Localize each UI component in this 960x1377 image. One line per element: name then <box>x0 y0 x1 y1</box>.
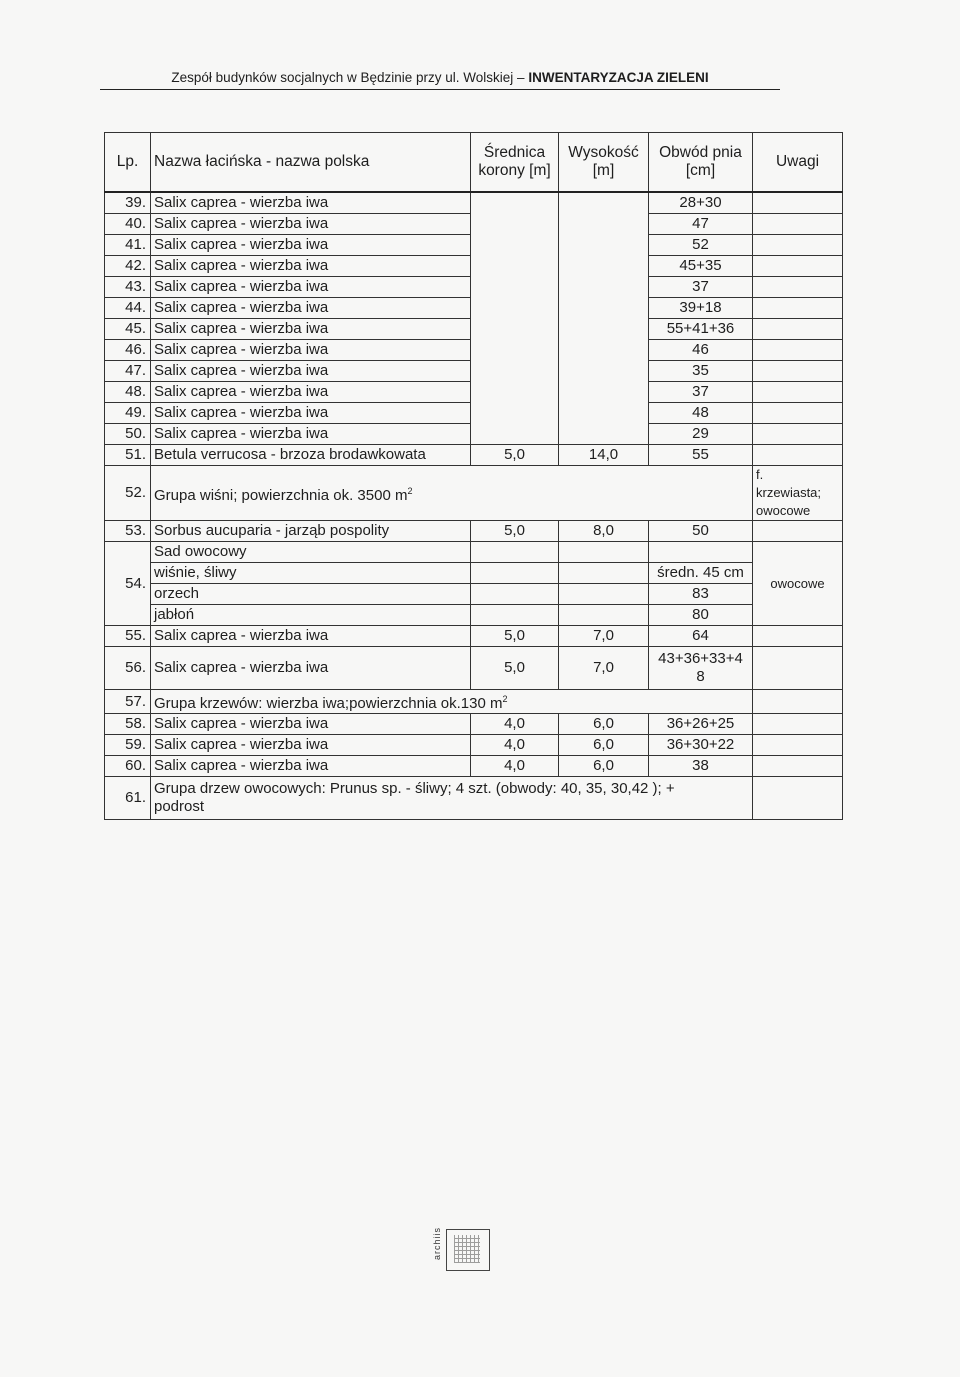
row-height <box>559 424 649 445</box>
row-height <box>559 235 649 256</box>
row-height: 6,0 <box>559 756 649 777</box>
row-name: Salix caprea - wierzba iwa <box>151 192 471 214</box>
document-header <box>100 70 780 90</box>
row-girth: 46 <box>649 340 753 361</box>
row-name: Salix caprea - wierzba iwa <box>151 340 471 361</box>
row-notes <box>753 777 843 820</box>
row-height <box>559 542 649 563</box>
table-row <box>105 542 843 563</box>
row-diameter: 5,0 <box>471 521 559 542</box>
inventory-table <box>104 132 843 820</box>
row-notes <box>753 403 843 424</box>
row-lp: 48. <box>105 382 151 403</box>
table-row <box>105 298 843 319</box>
row-diameter: 4,0 <box>471 735 559 756</box>
row-height <box>559 361 649 382</box>
table-row <box>105 319 843 340</box>
row-notes <box>753 756 843 777</box>
row-name: Salix caprea - wierzba iwa <box>151 235 471 256</box>
table-row <box>105 777 843 820</box>
header-prefix: Zespół budynków socjalnych w Będzinie przy ul. Wolskiej – <box>171 70 529 85</box>
row-height: 7,0 <box>559 626 649 647</box>
row-girth: 37 <box>649 382 753 403</box>
row-name: Grupa wiśni; powierzchnia ok. 3500 $m^2$ <box>151 466 753 521</box>
row-notes <box>753 319 843 340</box>
table-header-row <box>105 133 843 193</box>
row-notes <box>753 424 843 445</box>
row-name: Salix caprea - wierzba iwa <box>151 277 471 298</box>
row-lp: 52. <box>105 466 151 521</box>
table-row <box>105 466 843 521</box>
table-row <box>105 235 843 256</box>
row-girth: 64 <box>649 626 753 647</box>
row-girth: 47 <box>649 214 753 235</box>
row-lp: 46. <box>105 340 151 361</box>
stamp-text: archiis <box>432 1227 442 1261</box>
row-girth: 55 <box>649 445 753 466</box>
table-row <box>105 361 843 382</box>
table-row <box>105 445 843 466</box>
table-row <box>105 563 843 584</box>
row-girth: 37 <box>649 277 753 298</box>
row-girth: 52 <box>649 235 753 256</box>
row-name: Salix caprea - wierzba iwa <box>151 714 471 735</box>
row-diameter <box>471 319 559 340</box>
row-girth: 45+35 <box>649 256 753 277</box>
row-name: Salix caprea - wierzba iwa <box>151 319 471 340</box>
col-lp-header: Lp. <box>105 133 151 193</box>
row-girth: 55+41+36 <box>649 319 753 340</box>
row-girth: 48 <box>649 403 753 424</box>
row-height <box>559 277 649 298</box>
stamp-grid-icon <box>454 1235 480 1263</box>
row-girth: 50 <box>649 521 753 542</box>
row-diameter <box>471 403 559 424</box>
row-girth: 35 <box>649 361 753 382</box>
row-diameter: 5,0 <box>471 626 559 647</box>
row-diameter <box>471 256 559 277</box>
row-notes <box>753 361 843 382</box>
row-name: Salix caprea - wierzba iwa <box>151 298 471 319</box>
row-height <box>559 214 649 235</box>
row-lp: 49. <box>105 403 151 424</box>
row-diameter <box>471 382 559 403</box>
table-row <box>105 277 843 298</box>
row-girth <box>649 542 753 563</box>
row-height <box>559 319 649 340</box>
table-row <box>105 714 843 735</box>
row-name: Grupa drzew owocowych: Prunus sp. - śliwy; 4 szt. (obwody: 40, 35, 30,42 ); + podrost <box>151 777 753 820</box>
row-name: Salix caprea - wierzba iwa <box>151 214 471 235</box>
row-lp: 56. <box>105 647 151 690</box>
col-notes-header: Uwagi <box>753 133 843 193</box>
row-notes <box>753 235 843 256</box>
row-lp: 41. <box>105 235 151 256</box>
row-lp: 39. <box>105 192 151 214</box>
row-height <box>559 563 649 584</box>
row-name: Sad owocowy <box>151 542 471 563</box>
row-diameter <box>471 277 559 298</box>
row-height <box>559 403 649 424</box>
row-name: jabłoń <box>151 605 471 626</box>
row-girth: 83 <box>649 584 753 605</box>
row-girth: 38 <box>649 756 753 777</box>
row-diameter: 4,0 <box>471 714 559 735</box>
row-girth: 28+30 <box>649 192 753 214</box>
row-notes <box>753 521 843 542</box>
row-diameter <box>471 605 559 626</box>
row-height: 6,0 <box>559 714 649 735</box>
row-lp: 55. <box>105 626 151 647</box>
row-diameter <box>471 235 559 256</box>
row-diameter <box>471 192 559 214</box>
row-girth: 80 <box>649 605 753 626</box>
row-height <box>559 605 649 626</box>
row-notes <box>753 277 843 298</box>
row-name: Salix caprea - wierzba iwa <box>151 424 471 445</box>
row-lp: 59. <box>105 735 151 756</box>
row-notes <box>753 382 843 403</box>
row-height: 6,0 <box>559 735 649 756</box>
row-notes <box>753 445 843 466</box>
row-height <box>559 192 649 214</box>
row-height: 8,0 <box>559 521 649 542</box>
row-name: Grupa krzewów: wierzba iwa;powierzchnia ok.130 $m^2$ <box>151 690 753 714</box>
col-height-header: Wysokość [m] <box>559 133 649 193</box>
row-notes <box>753 192 843 214</box>
table-row <box>105 256 843 277</box>
row-diameter <box>471 298 559 319</box>
col-name-header: Nazwa łacińska - nazwa polska <box>151 133 471 193</box>
row-name: Salix caprea - wierzba iwa <box>151 361 471 382</box>
row-lp: 61. <box>105 777 151 820</box>
row-lp: 44. <box>105 298 151 319</box>
table-row <box>105 605 843 626</box>
row-name: wiśnie, śliwy <box>151 563 471 584</box>
table-row <box>105 584 843 605</box>
col-diameter-header: Średnica korony [m] <box>471 133 559 193</box>
row-name: Salix caprea - wierzba iwa <box>151 735 471 756</box>
row-height <box>559 256 649 277</box>
table-row <box>105 340 843 361</box>
row-lp: 60. <box>105 756 151 777</box>
row-lp: 50. <box>105 424 151 445</box>
row-diameter: 5,0 <box>471 647 559 690</box>
row-notes <box>753 626 843 647</box>
row-name: orzech <box>151 584 471 605</box>
table-row <box>105 626 843 647</box>
row-name: Sorbus aucuparia - jarząb pospolity <box>151 521 471 542</box>
table-row <box>105 382 843 403</box>
row-name: Salix caprea - wierzba iwa <box>151 382 471 403</box>
table-row <box>105 214 843 235</box>
row-girth: 43+36+33+4 8 <box>649 647 753 690</box>
row-notes <box>753 340 843 361</box>
row-name: Salix caprea - wierzba iwa <box>151 256 471 277</box>
row-lp: 58. <box>105 714 151 735</box>
row-diameter <box>471 542 559 563</box>
row-name: Betula verrucosa - brzoza brodawkowata <box>151 445 471 466</box>
row-lp: 45. <box>105 319 151 340</box>
row-diameter: 5,0 <box>471 445 559 466</box>
row-girth: 29 <box>649 424 753 445</box>
row-lp: 47. <box>105 361 151 382</box>
row-diameter <box>471 340 559 361</box>
row-notes: owocowe <box>753 542 843 626</box>
table-row <box>105 690 843 714</box>
row-name: Salix caprea - wierzba iwa <box>151 403 471 424</box>
header-title-bold: INWENTARYZACJA ZIELENI <box>528 70 709 85</box>
row-notes <box>753 735 843 756</box>
row-notes: f. krzewiasta; owocowe <box>753 466 843 521</box>
row-diameter <box>471 214 559 235</box>
row-diameter <box>471 563 559 584</box>
row-name: Salix caprea - wierzba iwa <box>151 647 471 690</box>
row-notes <box>753 647 843 690</box>
row-lp: 53. <box>105 521 151 542</box>
row-girth: średn. 45 cm <box>649 563 753 584</box>
row-lp: 57. <box>105 690 151 714</box>
row-lp: 40. <box>105 214 151 235</box>
row-height <box>559 298 649 319</box>
row-lp: 54. <box>105 542 151 626</box>
table-row <box>105 521 843 542</box>
row-diameter <box>471 361 559 382</box>
row-name: Salix caprea - wierzba iwa <box>151 626 471 647</box>
row-notes <box>753 690 843 714</box>
table-row <box>105 192 843 214</box>
row-notes <box>753 298 843 319</box>
row-diameter <box>471 584 559 605</box>
table-row <box>105 756 843 777</box>
row-height: 7,0 <box>559 647 649 690</box>
row-diameter <box>471 424 559 445</box>
row-notes <box>753 256 843 277</box>
col-girth-header: Obwód pnia [cm] <box>649 133 753 193</box>
row-height <box>559 584 649 605</box>
row-lp: 43. <box>105 277 151 298</box>
table-row <box>105 424 843 445</box>
row-height: 14,0 <box>559 445 649 466</box>
row-name: Salix caprea - wierzba iwa <box>151 756 471 777</box>
row-lp: 42. <box>105 256 151 277</box>
row-lp: 51. <box>105 445 151 466</box>
row-height <box>559 340 649 361</box>
table-row <box>105 735 843 756</box>
row-notes <box>753 214 843 235</box>
row-girth: 39+18 <box>649 298 753 319</box>
table-row <box>105 403 843 424</box>
table-row <box>105 647 843 690</box>
row-notes <box>753 714 843 735</box>
row-height <box>559 382 649 403</box>
row-diameter: 4,0 <box>471 756 559 777</box>
row-girth: 36+26+25 <box>649 714 753 735</box>
row-girth: 36+30+22 <box>649 735 753 756</box>
logo-stamp <box>432 1225 494 1273</box>
